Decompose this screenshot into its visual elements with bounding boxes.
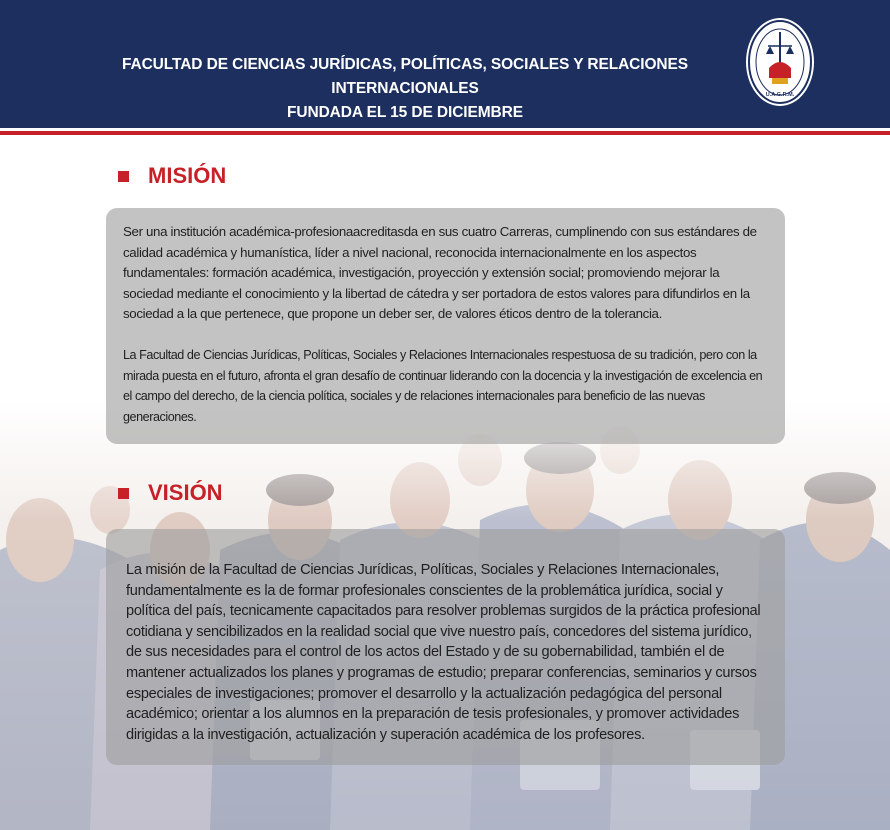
mision-paragraph-1: Ser una institución académica-profesionaacreditasda en sus cuatro Carreras, cumplinendo con sus estándares de calidad académica y humanística, líder a nivel nacional, reconocida internacionalmente en los aspectos fundamentales: formación académica, investigación, proyección y extensión social; promoviendo mejorar la sociedad mediante el conocimiento y la libertad de cátedra y ser portadora de estos valores para difundirlos en la sociedad a la que pertenece, que propone un deber ser, de valores éticos dentro de la tolerancia.: [123, 224, 757, 322]
vision-heading-text: VISIÓN: [148, 480, 223, 505]
mision-heading-text: MISIÓN: [148, 163, 227, 188]
vision-paragraph: La misión de la Facultad de Ciencias Jurídicas, Políticas, Sociales y Relaciones Internacionales, fundamentalmente es la de formar profesionales conscientes de la problemática jurídica, social y política del país, tecnicamente capacitados para resolver problemas surgidos de la práctica profesional cotidiana y sencibilizados en la realidad social que vive nuestro país, concedores del sistema jurídico, de sus necesidades para el control de los actos del Estado y de su gobernabilidad, también el de mantener actualizados los planes y programas de estudio; preparar conferencias, seminarios y cursos especiales de investigaciones; promover el desarrollo y la actualización pedagógica del personal académico; orientar a los alumnos en la preparación de tesis profesionales, y promover actividades dirigidas a la investigación, actualización y superación académica de los profesores.: [126, 562, 761, 743]
mision-bullet-icon: [118, 171, 129, 182]
header-divider-red: [0, 131, 890, 135]
svg-text:U.A.G.R.M.: U.A.G.R.M.: [765, 92, 795, 98]
vision-bullet-icon: [118, 488, 129, 499]
vision-heading: [118, 480, 223, 506]
mision-paragraph-2: La Facultad de Ciencias Jurídicas, Políticas, Sociales y Relaciones Internacionales respestuosa de su tradición, pero con la mirada puesta en el futuro, afronta el gran desafío de continuar liderando con la docencia y la investigación de excelencia en el campo del derecho, de la ciencia política, sociales y de relaciones internacionales para beneficio de las nuevas generaciones.: [123, 347, 763, 424]
faculty-title-line2: FUNDADA EL 15 DE DICIEMBRE: [287, 104, 523, 121]
mision-heading: [118, 163, 226, 189]
header-bar: [0, 0, 890, 128]
faculty-title-line1: FACULTAD DE CIENCIAS JURÍDICAS, POLÍTICAS, SOCIALES Y RELACIONES INTERNACIONALES: [121, 56, 688, 97]
mision-card: [106, 208, 785, 444]
faculty-title: [70, 53, 740, 125]
vision-card: [106, 529, 785, 765]
faculty-seal-logo: [744, 16, 816, 108]
